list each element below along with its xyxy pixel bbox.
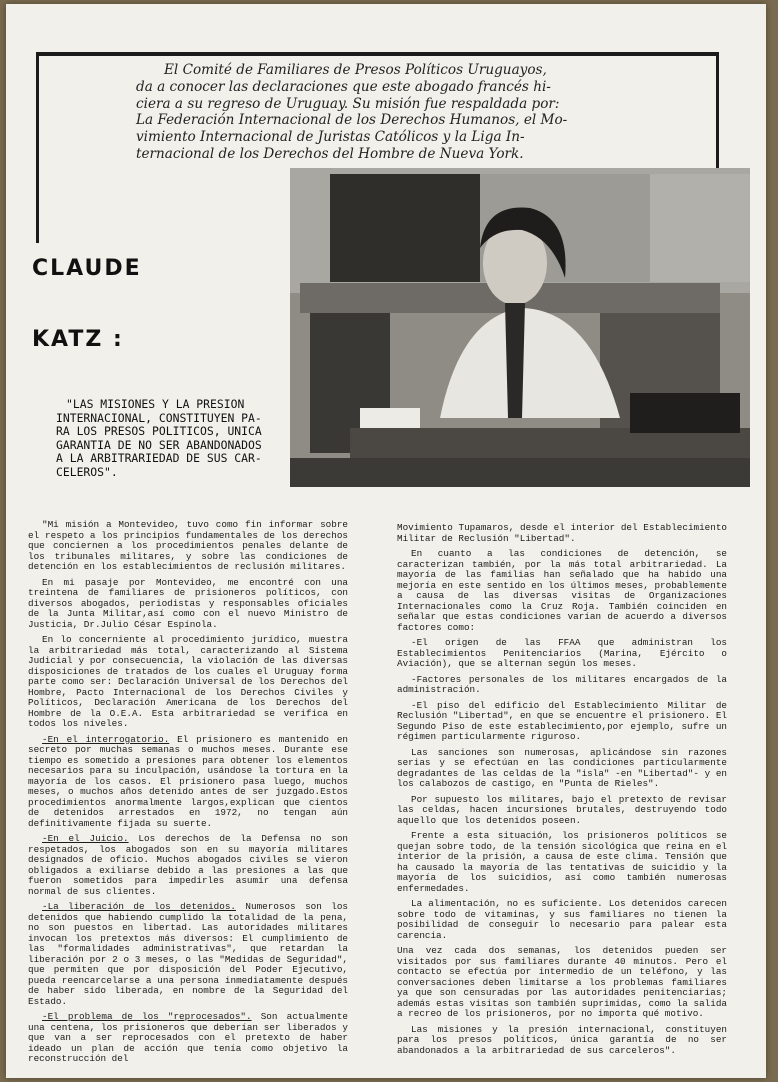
section-label: -La liberación de los detenidos. — [42, 901, 236, 912]
quote-line: INTERNACIONAL, CONSTITUYEN PA- — [56, 410, 262, 425]
pull-quote — [56, 398, 268, 479]
paragraph-text: Los derechos de la Defensa no son respetados, los abogados son en su mayoría militares designados de oficio. Muchos abogados civiles se vieron obligados a exiliarse debido a las presiones a las que fueron sometidos para impedirles asumir una defensa normal de sus clientes. — [28, 833, 349, 897]
title-first-name: CLAUDE — [32, 256, 142, 281]
paragraph: En lo concerniente al procedimiento jurídico, muestra la arbitrariedad más total, caracterizando al Sistema Judicial y por consecuencia, la violación de las diversas disposiciones de tratados de los cuales el Uruguay forma parte como ser: Declaración Universal de los Derechos del Hombre, Pacto Internacional de los Derechos Civiles y Políticos, Declaración Americana de los Derechos del Hombre de la O.E.A. Esta arbitrariedad se verifica en todos los niveles. — [28, 634, 348, 729]
frame-right-rule — [716, 52, 719, 172]
body-column-right — [397, 523, 727, 1061]
paragraph: Las sanciones son numerosas, aplicándose sin razones serias y se efectúan en las condiciones particularmente degradantes de las celdas de la "isla" -en "Libertad"- y en los calabozos de castigo, en "Punta de Rieles". — [397, 746, 727, 789]
paragraph: -Factores personales de los militares encargados de la administración. — [397, 673, 727, 695]
quote-line: GARANTIA DE NO SER ABANDONADOS — [56, 437, 262, 452]
paragraph: Movimiento Tupamaros, desde el interior del Establecimiento Militar de Reclusión "Libertad". — [397, 522, 727, 544]
paragraph — [28, 735, 348, 830]
section-label: -En el interrogatorio. — [42, 733, 170, 745]
portrait-photo — [290, 168, 750, 487]
paragraph-text: Numerosos son los detenidos que habiendo cumplido la totalidad de la pena, no son puestos en libertad. Las autoridades militares invocan los pretextos más diversos: El cumplimiento de las "formalidades administrativas", que retardan la liberación por 2 o 3 meses, o las "Medidas de Seguridad", que permiten que por disposición del Poder Ejecutivo, pueda reencarcelarse a una persona inmediatamente después de haber sido liberada, en nombre de la Seguridad del Estado. — [28, 901, 348, 1007]
paragraph: -El origen de las FFAA que administran los Establecimientos Penitenciarios (Marina, Ejército o Aviación), que se alternan según los meses. — [397, 637, 727, 669]
paragraph — [28, 902, 348, 1007]
intro-line: ciera a su regreso de Uruguay. Su misión fue respaldada por: — [136, 95, 560, 112]
frame-left-rule — [36, 52, 39, 243]
body-column-left — [28, 520, 348, 1070]
paragraph: En cuanto a las condiciones de detención, se caracterizan también, por la más total arbitrariedad. La mayoría de las familias han señalado que ha habido una mejoría en este sentido en los últimos meses, probablemente a causa de las diversas visitas de Organizaciones Internacionales como la Cruz Roja. También coinciden en señalar que estas condiciones varían de acuerdo a diversos factores como: — [397, 548, 727, 633]
paragraph-text: El prisionero es mantenido en secreto por muchas semanas o muchos meses. Durante ese tiempo es sometido a presiones para obtener los elementos necesarios para su inculpación, usándose la tortura en la mayoría de los casos. El prisionero pasa luego, muchos meses, o muchos años detenido antes de ser juzgado.Estos procedimientos anormalmente largos,explican que cientos de detenidos arrestados en 1972, no tengan aún definitivamente fijada su suerte. — [28, 733, 348, 829]
paragraph: Frente a esta situación, los prisioneros políticos se quejan sobre todo, de la tensión sicológica que reina en el interior de la prisión, a causa de este clima. Tensión que ha causado la mayoría de las tentativas de suicidio y la mayoría de los suicidios, así como también numerosas enfermedades. — [397, 830, 727, 894]
quote-line: RA LOS PRESOS POLITICOS, UNICA — [56, 424, 262, 438]
paragraph-text: Son actualmente una centena, los prisioneros que deberían ser liberados y que van a ser reprocesados con el pretexto de haber ideado un plan de acción que tenía como objetivo la reconstrucción del — [28, 1011, 348, 1064]
paragraph: Por supuesto los militares, bajo el pretexto de revisar las celdas, hacen incursiones brutales, destruyendo todo aquello que los detenidos poseen. — [397, 793, 727, 826]
paragraph — [28, 1012, 348, 1065]
paragraph: -El piso del edificio del Establecimiento Militar de Reclusión "Libertad", en que se encuentre el prisionero. El Segundo Piso de este establecimiento,por ejemplo, sufre un régimen particularmente riguroso. — [397, 699, 727, 742]
intro-line: da a conocer las declaraciones que este abogado francés hi- — [136, 78, 551, 95]
intro-line: ternacional de los Derechos del Hombre de Nueva York. — [136, 145, 524, 162]
quote-line: "LAS MISIONES Y LA PRESION — [66, 397, 245, 411]
frame-top-rule — [36, 52, 719, 56]
intro-paragraph — [136, 62, 706, 163]
section-label: -En el Juicio. — [42, 833, 129, 844]
paragraph — [28, 834, 348, 897]
paragraph: Una vez cada dos semanas, los detenidos pueden ser visitados por sus familiares durante 40 minutos. Pero el contacto se efectúa por intermedio de un teléfono, y las conversaciones deben limitarse a los problemas familiares ya que son censuradas por las autoridades penitenciarias; además estas visitas son también suprimidas, como la salida a recreo de los prisioneros, por no importa qué motivo. — [397, 945, 727, 1019]
paragraph: En mi pasaje por Montevideo, me encontré con una treintena de familiares de prisioneros políticos, con diversos abogados, periodistas y responsables oficiales de la Junta Militar,así como con el nuevo Ministro de Justicia, Dr.Julio César Espínola. — [28, 576, 348, 630]
title-last-name: KATZ : — [32, 327, 124, 352]
intro-line: vimiento Internacional de Juristas Católicos y la Liga In- — [136, 129, 525, 146]
intro-line: El Comité de Familiares de Presos Políticos Uruguayos, — [164, 62, 547, 78]
paragraph: La alimentación, no es suficiente. Los detenidos carecen sobre todo de vitaminas, y sus familiares no tienen la posibilidad de conseguir lo necesario para palear esta carencia. — [397, 898, 727, 941]
quote-line: CELEROS". — [56, 464, 118, 479]
intro-line: La Federación Internacional de los Derechos Humanos, el Mo- — [136, 112, 568, 129]
paragraph: Las misiones y la presión internacional, constituyen para los presos políticos, única garantía de no ser abandonados a la arbitrariedad de sus carceleros". — [397, 1023, 727, 1056]
quote-line: A LA ARBITRARIEDAD DE SUS CAR- — [56, 451, 262, 465]
section-label: -El problema de los "reprocesados". — [42, 1011, 252, 1022]
paragraph: "Mi misión a Montevideo, tuvo como fin informar sobre el respeto a los principios fundamentales de los derechos que conciernen a los procedimientos penales delante de los tribunales militares, y sobre las condiciones de detención en los establecimientos de reclusión militares. — [28, 519, 348, 572]
